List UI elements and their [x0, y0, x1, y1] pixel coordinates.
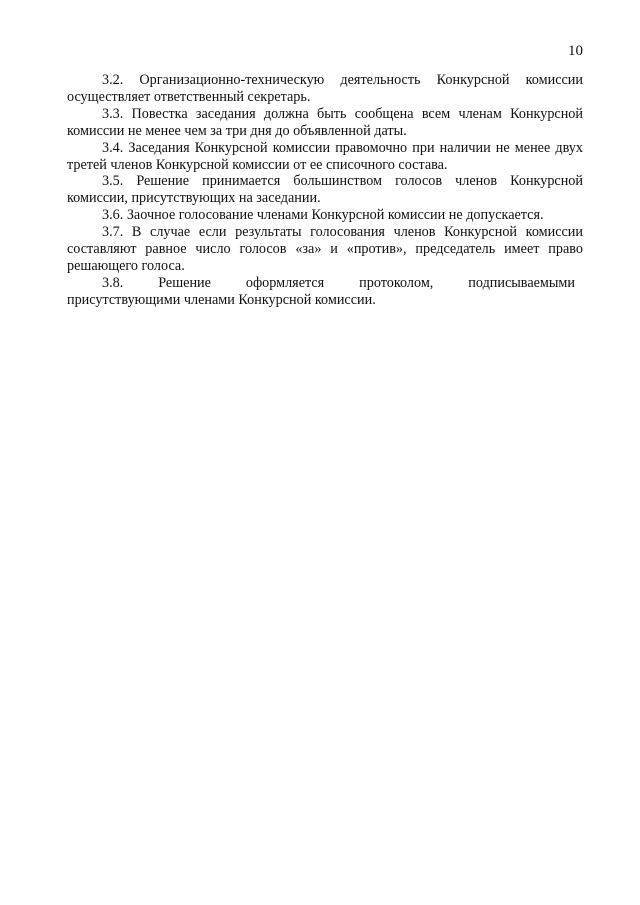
page-number: 10	[568, 43, 583, 59]
paragraph-3-8	[67, 275, 583, 309]
paragraph-3-4: 3.4. Заседания Конкурсной комиссии правомочно при наличии не менее двух третей членов Конкурсной комиссии от ее списочного состава.	[67, 139, 583, 173]
paragraph-3-6: 3.6. Заочное голосование членами Конкурсной комиссии не допускается.	[102, 207, 544, 224]
document-body	[67, 72, 583, 309]
paragraph-3-3: 3.3. Повестка заседания должна быть сообщена всем членам Конкурсной комиссии не менее чем за три дня до объявленной даты.	[67, 105, 583, 139]
paragraph-3-8-line-2: присутствующими членами Конкурсной комиссии.	[67, 291, 376, 308]
paragraph-3-8-line-1: 3.8. Решение оформляется протоколом, подписываемыми	[102, 274, 575, 291]
paragraph-3-7: 3.7. В случае если результаты голосования членов Конкурсной комиссии составляют равное число голосов «за» и «против», председатель имеет право решающего голоса.	[67, 224, 583, 274]
paragraph-3-5: 3.5. Решение принимается большинством голосов членов Конкурсной комиссии, присутствующих на заседании.	[67, 173, 583, 207]
paragraph-3-2: 3.2. Организационно-техническую деятельность Конкурсной комиссии осуществляет ответственный секретарь.	[67, 72, 583, 105]
